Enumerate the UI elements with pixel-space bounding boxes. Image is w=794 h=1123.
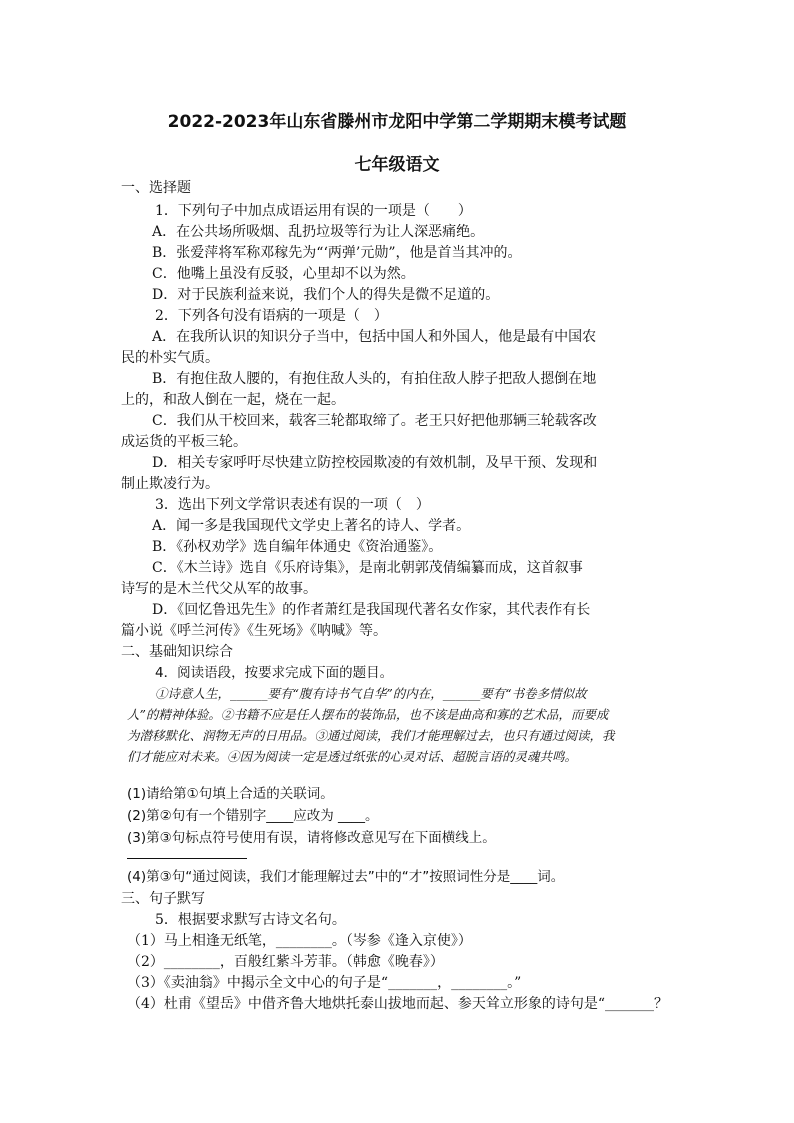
- question-3-option-d: D．《回忆鲁迅先生》的作者萧红是我国现代著名女作家，其代表作有长: [152, 602, 591, 618]
- document-subtitle: 七年级语文: [354, 155, 440, 175]
- question-1-option-a: A．在公共场所吸烟、乱扔垃圾等行为让人深恶痛绝。: [152, 224, 485, 240]
- question-5-item-3: （3）《卖油翁》中揭示全文中心的句子是“_______，________。”: [127, 975, 522, 991]
- answer-blank-line: [127, 858, 247, 859]
- passage-line-4: 们才能应对未来。④因为阅读一定是透过纸张的心灵对话、超脱言语的灵魂共鸣。: [127, 749, 578, 764]
- question-5: 5．根据要求默写古诗文名句。: [155, 912, 346, 928]
- question-2-option-a: A．在我所认识的知识分子当中，包括中国人和外国人，他是最有中国农: [152, 329, 597, 345]
- question-1-option-b: B．张爱萍将军称邓稼先为“‘两弹’元勋”，他是首当其冲的。: [152, 245, 522, 261]
- question-2-option-c: C．我们从干校回来，载客三轮都取缔了。老王只好把他那辆三轮载客改: [152, 413, 597, 429]
- question-3-option-d-cont: 篇小说《呼兰河传》《生死场》《呐喊》等。: [121, 623, 387, 639]
- question-2-option-d: D．相关专家呼吁尽快建立防控校园欺凌的有效机制，及早干预、发现和: [152, 455, 598, 471]
- question-5-item-2: （2）________，百般红紫斗芳菲。（韩愈《晚春》）: [127, 954, 444, 970]
- question-3-option-a: A．闻一多是我国现代文学史上著名的诗人、学者。: [152, 518, 471, 534]
- question-1-option-c: C．他嘴上虽没有反驳，心里却不以为然。: [152, 266, 415, 282]
- question-4: 4．阅读语段，按要求完成下面的题目。: [155, 665, 394, 681]
- question-4-sub-2: (2)第②句有一个错别字____应改为 ____。: [127, 808, 379, 824]
- question-3-option-c-cont: 诗写的是木兰代父从军的故事。: [121, 581, 317, 597]
- section-heading-1: 一、选择题: [121, 180, 191, 196]
- question-3-option-b: B．《孙权劝学》选自编年体通史《资治通鉴》。: [152, 539, 443, 555]
- question-2-option-d-cont: 制止欺凌行为。: [121, 476, 219, 492]
- question-2-option-a-cont: 民的朴实气质。: [121, 350, 219, 366]
- question-4-sub-4: (4)第③句“通过阅读，我们才能理解过去”中的“才”按照词性分是____词。: [127, 869, 565, 885]
- section-heading-2: 二、基础知识综合: [121, 644, 233, 660]
- document-title: 2022-2023年山东省滕州市龙阳中学第二学期期末模考试题: [167, 112, 627, 132]
- question-3: 3．选出下列文学常识表述有误的一项（ ）: [155, 497, 430, 513]
- question-2-option-c-cont: 成运货的平板三轮。: [121, 434, 247, 450]
- question-3-option-c: C．《木兰诗》选自《乐府诗集》，是南北朝郭茂倩编纂而成，这首叙事: [152, 560, 583, 576]
- question-5-item-1: （1）马上相逢无纸笔，________。（岑参《逢入京使》）: [127, 933, 472, 949]
- question-1: 1．下列句子中加点成语运用有误的一项是（ ）: [155, 203, 472, 219]
- question-2-option-b-cont: 上的，和敌人倒在一起，烧在一起。: [121, 392, 345, 408]
- question-4-sub-1: (1)请给第①句填上合适的关联词。: [127, 786, 334, 802]
- question-2: 2．下列各句没有语病的一项是（ ）: [155, 308, 388, 324]
- section-heading-3: 三、句子默写: [121, 891, 205, 907]
- question-1-option-d: D．对于民族利益来说，我们个人的得失是微不足道的。: [152, 287, 500, 303]
- passage-line-1: ①诗意人生，______要有“腹有诗书气自华”的内在，______要有“书卷多情似故: [155, 686, 587, 701]
- question-5-item-4: （4）杜甫《望岳》中借齐鲁大地烘托泰山拔地而起、参天耸立形象的诗句是“_______？: [127, 996, 669, 1012]
- passage-line-2: 人”的精神体验。②书籍不应是任人摆布的装饰品，也不该是曲高和寡的艺术品，而要成: [127, 707, 609, 722]
- question-4-sub-3: (3)第③句标点符号使用有误，请将修改意见写在下面横线上。: [127, 830, 496, 846]
- passage-line-3: 为潜移默化、润物无声的日用品。③通过阅读，我们才能理解过去，也只有通过阅读，我: [127, 728, 615, 743]
- question-2-option-b: B．有抱住敌人腰的，有抱住敌人头的，有拍住敌人脖子把敌人摁倒在地: [152, 371, 597, 387]
